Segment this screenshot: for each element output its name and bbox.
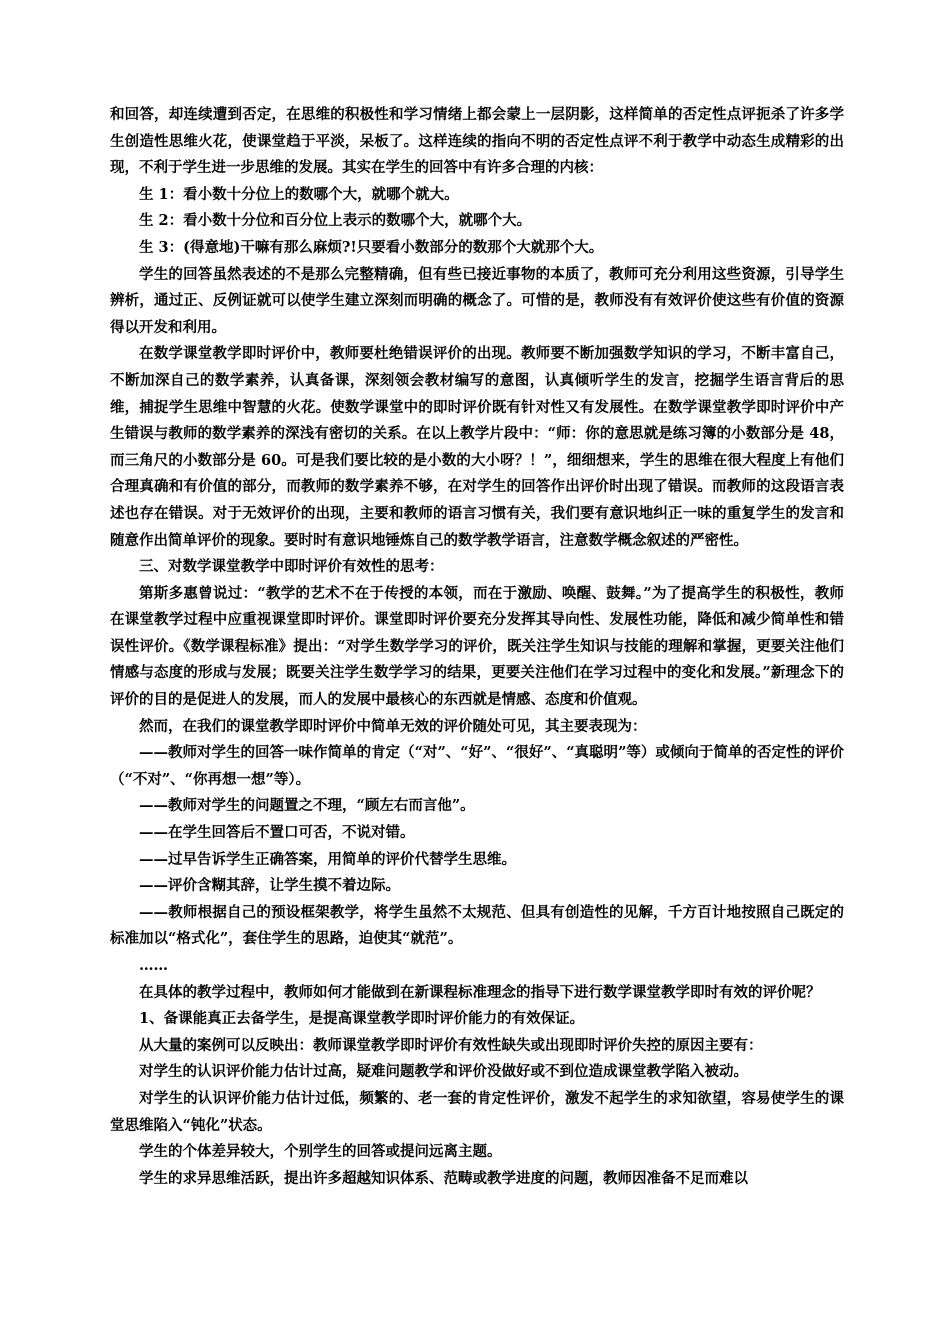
paragraph-4: 生 3：(得意地)干嘛有那么麻烦?!只要看小数部分的数那个大就那个大。 [139, 238, 604, 256]
paragraph-8: 第斯多惠曾说过：“教学的艺术不在于传授的本领，而在于激励、唤醒、鼓舞。”为了提高学生的积极性，教师在课堂教学过程中应重视课堂即时评价。课堂即时评价要充分发挥其导向性、发展性功能，降低和减少简单性和错误性评价。《数学课程标准》提出：“对学生数学学习的评价，既关注学生知识与技能的理解和掌握，更要关注他们情感与态度的形成与发展；既要关注学生数学学习的结果，更要关注他们在学习过程中的变化和发展。”新理念下的评价的目的是促进人的发展，而人的发展中最核心的东西就是情感、态度和价值观。 [110, 584, 844, 709]
paragraph-9: 然而，在我们的课堂教学即时评价中简单无效的评价随处可见，其主要表现为： [139, 717, 647, 735]
paragraph-22: 学生的个体差异较大，个别学生的回答或提问远离主题。 [139, 1143, 502, 1161]
list-item: ——评价含糊其辞，让学生摸不着边际。 [139, 877, 400, 895]
list-item: ——教师对学生的回答一味作简单的肯定（“对”、“好”、“很好”、“真聪明”等）或倾向于简单的否定性的评价（“不对”、“你再想一想”等）。 [110, 744, 844, 788]
paragraph-1: 和回答，却连续遭到否定，在思维的积极性和学习情绪上都会蒙上一层阴影，这样简单的否定性点评扼杀了许多学生创造性思维火花，使课堂趋于平淡，呆板了。这样连续的指向不明的否定性点评不利于教学中动态生成精彩的出现，不利于学生进一步思维的发展。其实在学生的回答中有许多合理的内核： [110, 106, 844, 177]
paragraph-3: 生 2：看小数十分位和百分位上表示的数哪个大，就哪个大。 [139, 212, 532, 230]
list-item: ——教师对学生的问题置之不理，“顾左右而言他”。 [139, 797, 475, 815]
ellipsis: …… [139, 957, 168, 974]
paragraph-21: 对学生的认识评价能力估计过低，频繁的、老一套的肯定性评价，激发不起学生的求知欲望，容易使学生的课堂思维陷入“钝化”状态。 [110, 1089, 844, 1134]
paragraph-23: 学生的求异思维活跃，提出许多超越知识体系、范畴或教学进度的问题，教师因准备不足而难以 [139, 1169, 748, 1187]
paragraph-17: 在具体的教学过程中，教师如何才能做到在新课程标准理念的指导下进行数学课堂教学即时有效的评价呢？ [139, 983, 821, 1001]
list-item: ——教师根据自己的预设框架教学，将学生虽然不太规范、但具有创造性的见解，千方百计地按照自己既定的标准加以“格式化”，套住学生的思路，迫使其“就范”。 [110, 903, 844, 948]
subheading-1: 1、备课能真正去备学生，是提高课堂教学即时评价能力的有效保证。 [139, 1010, 585, 1028]
document-page [110, 102, 844, 1192]
list-item: ——过早告诉学生正确答案，用简单的评价代替学生思维。 [139, 850, 516, 868]
paragraph-20: 对学生的认识评价能力估计过高，疑难问题教学和评价没做好或不到位造成课堂教学陷入被动。 [139, 1063, 748, 1081]
list-item: ——在学生回答后不置口可否，不说对错。 [139, 824, 415, 842]
paragraph-6: 在数学课堂教学即时评价中，教师要杜绝错误评价的出现。教师要不断加强数学知识的学习，不断丰富自己，不断加深自己的数学素养，认真备课，深刻领会教材编写的意图，认真倾听学生的发言，挖掘学生语言背后的思维，捕捉学生思维中智慧的火花。使数学课堂中的即时评价既有针对性又有发展性。在数学课堂教学即时评价中产生错误与教师的数学素养的深浅有密切的关系。在以上教学片段中：“师：你的意思就是练习簿的小数部分是 48，而三角尺的小数部分是 60。可是我们要比较的是小数的大小呀？！”，细细想来，学生的思维在很大程度上有他们合理真确和有价值的部分，而教师的数学素养不够，在对学生的回答作出评价时出现了错误。而教师的这段语言表述也存在错误。对于无效评价的出现，主要和教师的语言习惯有关，我们要有意识地纠正一味的重复学生的发言和随意作出简单评价的现象。要时时有意识地锤炼自己的数学教学语言，注意数学概念叙述的严密性。 [110, 345, 844, 549]
paragraph-2: 生 1：看小数十分位上的数哪个大，就哪个就大。 [139, 185, 459, 203]
paragraph-19: 从大量的案例可以反映出：教师课堂教学即时评价有效性缺失或出现即时评价失控的原因主要有： [139, 1036, 763, 1054]
section-heading-3: 三、对数学课堂教学中即时评价有效性的思考： [139, 558, 444, 576]
paragraph-5: 学生的回答虽然表述的不是那么完整精确，但有些已接近事物的本质了，教师可充分利用这些资源，引导学生辨析，通过正、反例证就可以使学生建立深刻而明确的概念了。可惜的是，教师没有有效评价使这些有价值的资源得以开发和利用。 [110, 265, 844, 336]
